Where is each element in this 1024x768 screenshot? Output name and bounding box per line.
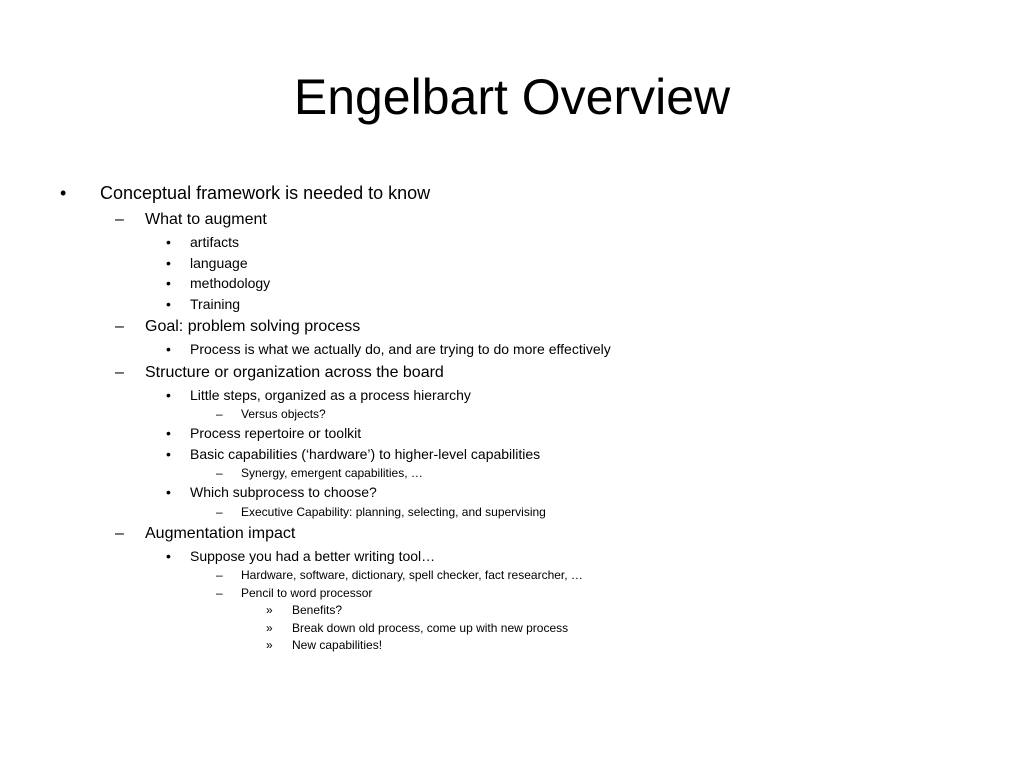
bullet-item-level-3	[0, 253, 1024, 274]
bullet-text: Benefits?	[292, 603, 343, 617]
bullet-marker: –	[216, 407, 223, 421]
bullet-item-level-2	[0, 207, 1024, 232]
bullet-text: Process repertoire or toolkit	[190, 425, 362, 441]
bullet-list	[0, 179, 1024, 655]
bullet-text: Structure or organization across the board	[145, 363, 444, 381]
bullet-text: Process is what we actually do, and are trying to do more effectively	[190, 341, 611, 357]
bullet-marker: •	[60, 183, 67, 203]
bullet-text: language	[190, 254, 248, 271]
bullet-item-level-2	[0, 521, 1024, 546]
slide-title: Engelbart Overview	[293, 69, 731, 125]
bullet-text: Training	[190, 295, 241, 312]
bullet-marker: –	[216, 586, 223, 600]
bullet-marker: –	[115, 211, 124, 228]
bullet-item-level-3	[0, 444, 1024, 465]
bullet-item-level-4	[0, 405, 1024, 423]
bullet-text: Executive Capability: planning, selecting, and supervising	[241, 504, 546, 519]
bullet-item-level-4	[0, 566, 1024, 584]
bullet-text: Basic capabilities (‘hardware’) to higher-level capabilities	[190, 445, 541, 462]
bullet-item-level-2	[0, 360, 1024, 385]
bullet-marker: –	[115, 318, 124, 335]
bullet-item-level-5	[0, 620, 1024, 638]
bullet-item-level-3	[0, 482, 1024, 503]
bullet-text: Augmentation impact	[145, 524, 296, 542]
bullet-text: Versus objects?	[241, 407, 326, 421]
bullet-item-level-3	[0, 232, 1024, 253]
bullet-marker: •	[166, 386, 171, 403]
bullet-text: New capabilities!	[292, 638, 383, 652]
bullet-item-level-2	[0, 314, 1024, 339]
bullet-text: artifacts	[190, 234, 240, 250]
bullet-marker: •	[166, 275, 171, 291]
bullet-marker: »	[266, 603, 273, 617]
bullet-item-level-1	[0, 179, 1024, 207]
bullet-text: methodology	[190, 275, 271, 291]
bullet-item-level-4	[0, 464, 1024, 482]
bullet-marker: »	[266, 638, 273, 652]
bullet-item-level-3	[0, 385, 1024, 406]
bullet-marker: –	[216, 504, 223, 519]
bullet-marker: •	[166, 295, 171, 312]
bullet-item-level-5	[0, 637, 1024, 655]
bullet-marker: •	[166, 425, 171, 441]
bullet-text: Break down old process, come up with new process	[292, 620, 569, 635]
bullet-text: Hardware, software, dictionary, spell checker, fact researcher, …	[241, 568, 583, 582]
bullet-marker: •	[166, 484, 171, 500]
bullet-marker: –	[115, 363, 124, 381]
bullet-marker: –	[115, 524, 124, 542]
bullet-item-level-3	[0, 546, 1024, 567]
bullet-marker: –	[216, 466, 223, 480]
bullet-text: What to augment	[145, 211, 267, 228]
bullet-item-level-3	[0, 423, 1024, 444]
bullet-marker: »	[266, 620, 273, 635]
bullet-text: Suppose you had a better writing tool…	[190, 547, 436, 564]
bullet-text: Goal: problem solving process	[145, 318, 361, 335]
bullet-text: Synergy, emergent capabilities, …	[241, 466, 423, 480]
bullet-item-level-4	[0, 503, 1024, 521]
bullet-marker: •	[166, 341, 171, 357]
bullet-marker: •	[166, 445, 171, 462]
bullet-text: Little steps, organized as a process hierarchy	[190, 386, 471, 403]
bullet-item-level-3	[0, 273, 1024, 294]
bullet-marker: •	[166, 254, 171, 271]
bullet-marker: –	[216, 568, 223, 582]
bullet-text: Pencil to word processor	[241, 586, 373, 600]
bullet-item-level-3	[0, 294, 1024, 315]
bullet-item-level-5	[0, 602, 1024, 620]
bullet-text: Which subprocess to choose?	[190, 484, 377, 500]
bullet-item-level-3	[0, 339, 1024, 360]
bullet-marker: •	[166, 234, 171, 250]
bullet-item-level-4	[0, 584, 1024, 602]
bullet-text: Conceptual framework is needed to know	[100, 183, 431, 203]
bullet-marker: •	[166, 547, 171, 564]
